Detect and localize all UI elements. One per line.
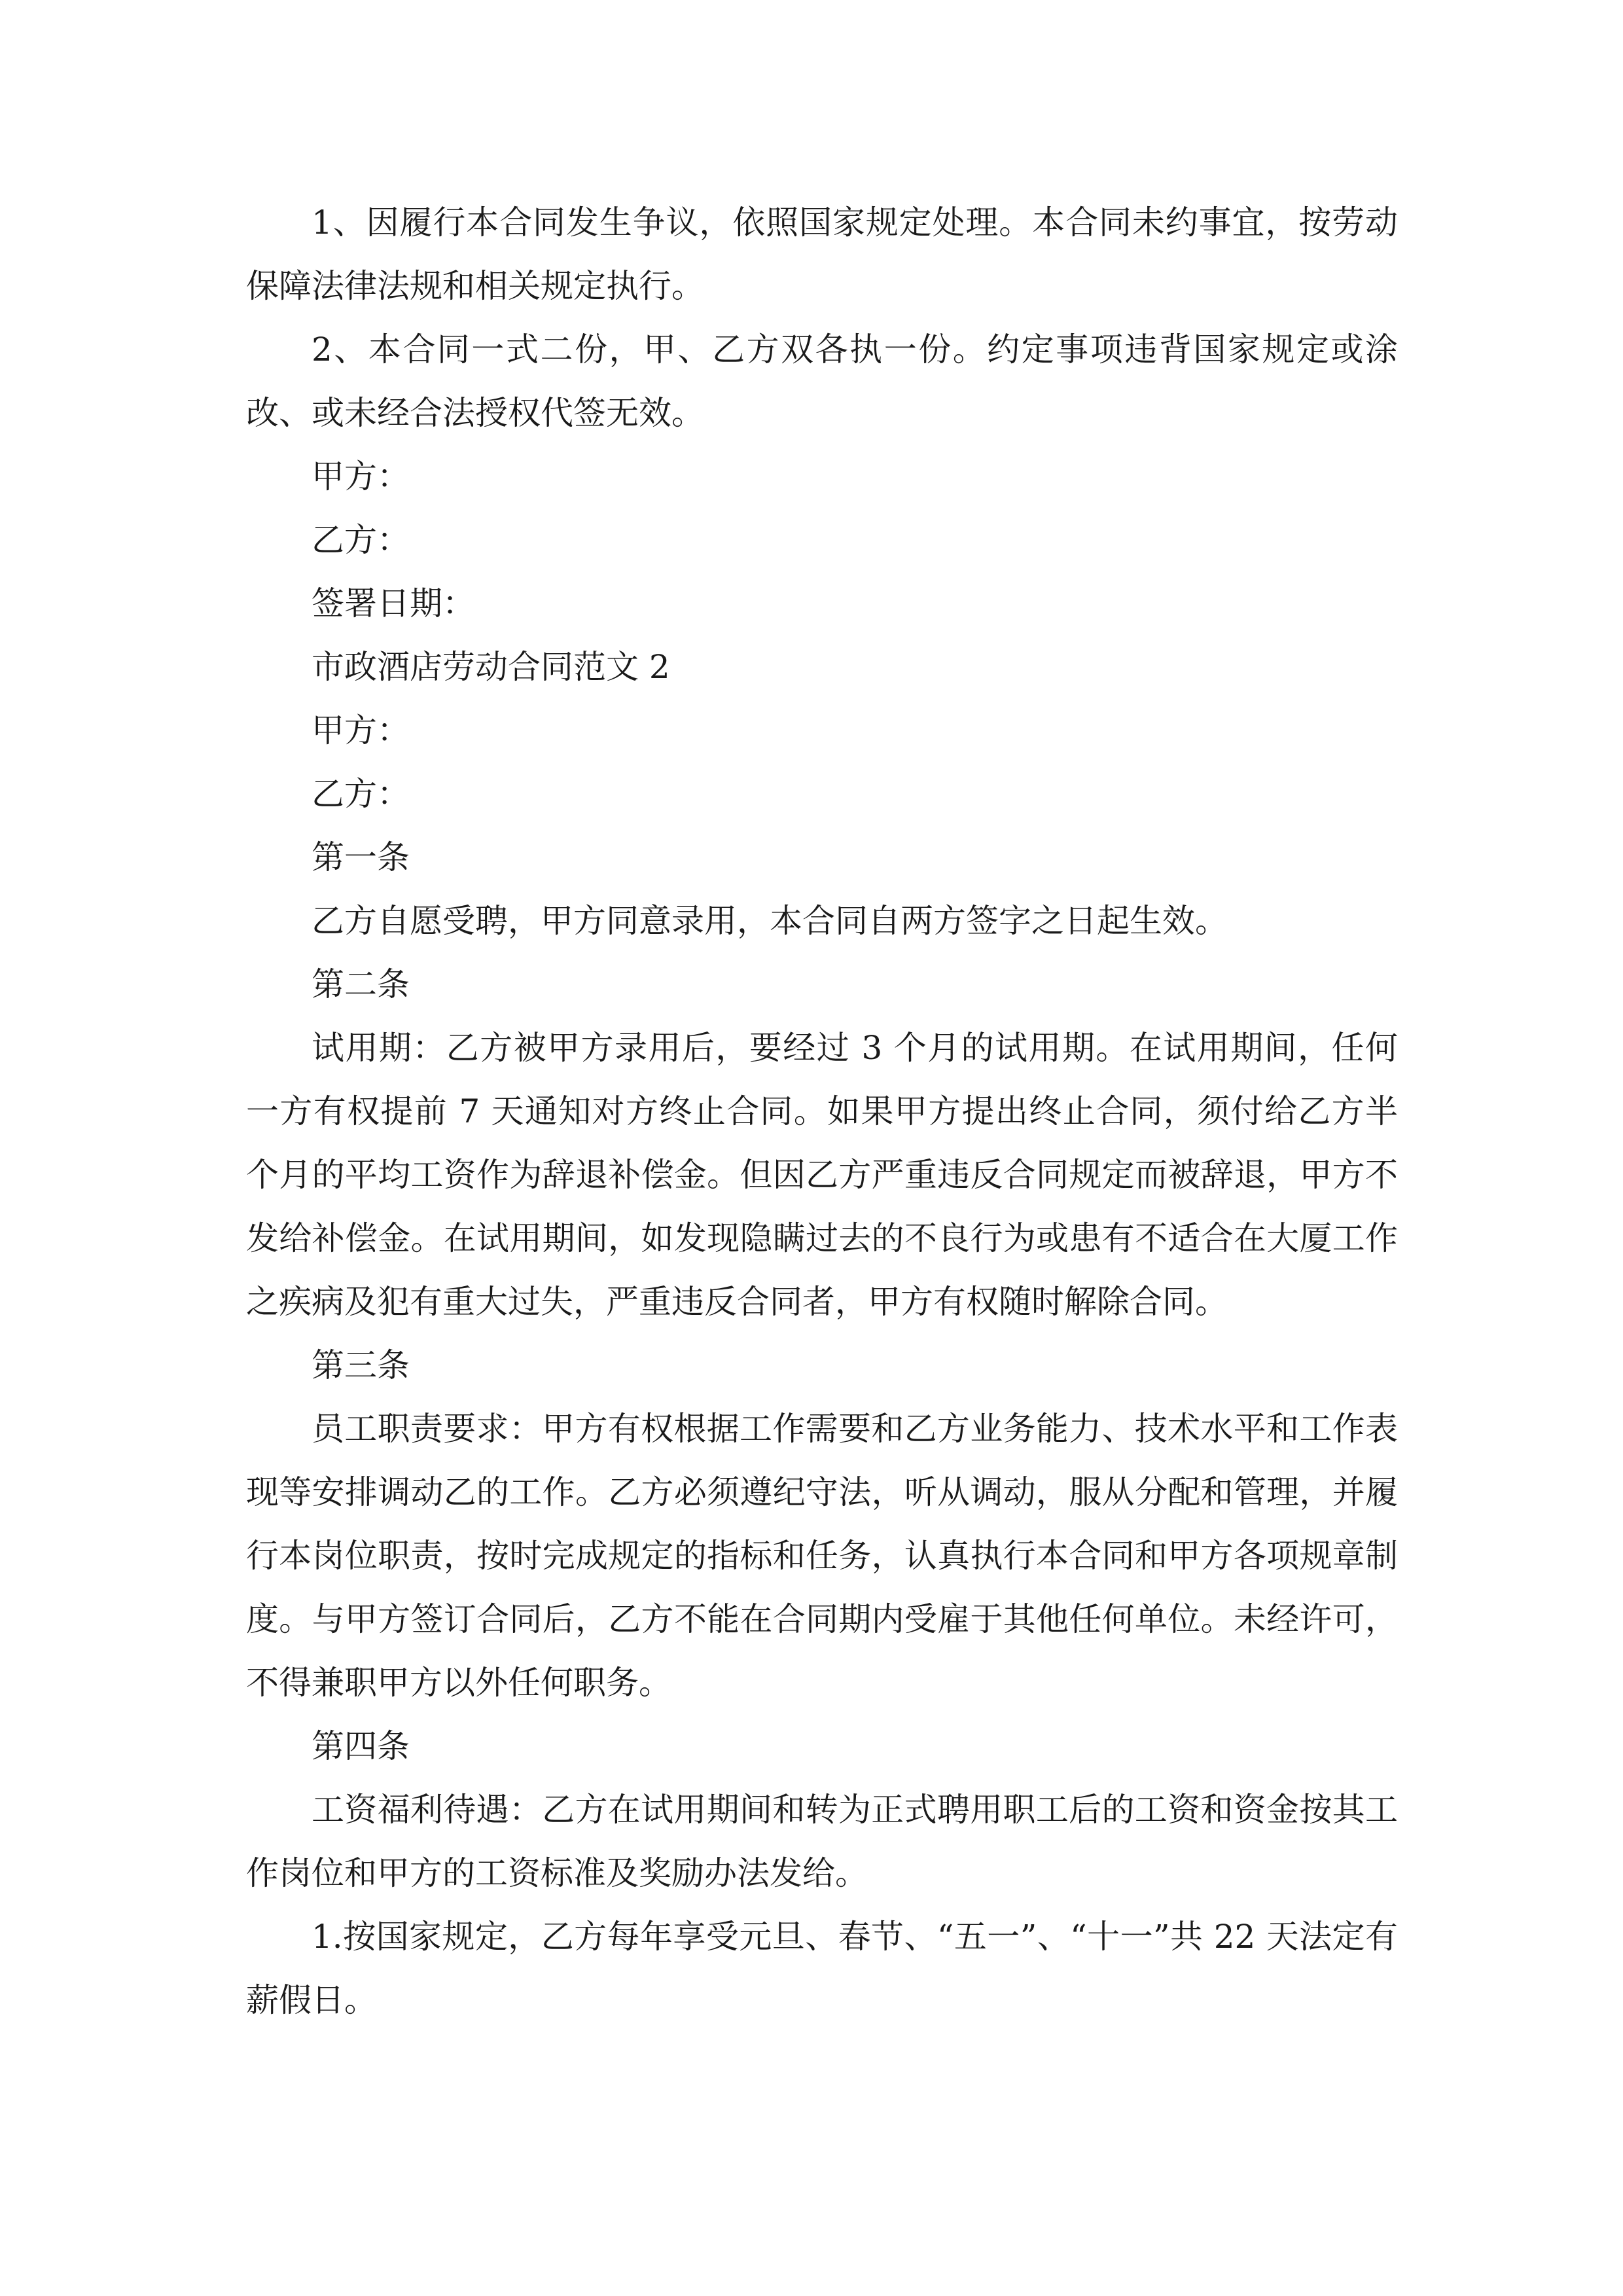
party-a-label: 甲方： (312, 457, 410, 495)
paragraph-dispute-clause: 1、因履行本合同发生争议，依照国家规定处理。本合同未约事宜，按劳动保障法律法规和相关规定执行。 (246, 204, 1398, 305)
article-2-heading: 第二条 (312, 965, 410, 1003)
party-b-label: 乙方： (312, 521, 410, 559)
article-3-heading: 第三条 (312, 1346, 410, 1384)
section-title: 市政酒店劳动合同范文 2 (312, 648, 670, 686)
paragraph-copies-clause: 2、本合同一式二份，甲、乙方双各执一份。约定事项违背国家规定或涂改、或未经合法授权代签无效。 (246, 331, 1398, 432)
article-4-body: 工资福利待遇：乙方在试用期间和转为正式聘用职工后的工资和资金按其工作岗位和甲方的工资标准及奖励办法发给。 (246, 1791, 1398, 1892)
article-3-body: 员工职责要求：甲方有权根据工作需要和乙方业务能力、技术水平和工作表现等安排调动乙的工作。乙方必须遵纪守法，听从调动，服从分配和管理，并履行本岗位职责，按时完成规定的指标和任务，认真执行本合同和甲方各项规章制度。与甲方签订合同后，乙方不能在合同期内受雇于其他任何单位。未经许可，不得兼职甲方以外任何职务。 (246, 1410, 1398, 1702)
party-b-label-2: 乙方： (312, 775, 410, 813)
article-4-heading: 第四条 (312, 1727, 410, 1765)
document-body (246, 191, 1398, 2032)
article-1-body: 乙方自愿受聘，甲方同意录用，本合同自两方签字之日起生效。 (312, 902, 1228, 940)
article-2-body: 试用期：乙方被甲方录用后，要经过 3 个月的试用期。在试用期间，任何一方有权提前 7 天通知对方终止合同。如果甲方提出终止合同，须付给乙方半个月的平均工资作为辞退补偿金。但因乙方严重违反合同规定而被辞退，甲方不发给补偿金。在试用期间，如发现隐瞒过去的不良行为或患有不适合在大厦工作之疾病及犯有重大过失，严重违反合同者，甲方有权随时解除合同。 (246, 1029, 1398, 1321)
article-1-heading: 第一条 (312, 838, 410, 876)
article-4-item-1: 1.按国家规定，乙方每年享受元旦、春节、“五一”、“十一”共 22 天法定有薪假日。 (246, 1918, 1398, 2019)
signing-date-label: 签署日期： (312, 584, 475, 622)
party-a-label-2: 甲方： (312, 711, 410, 749)
